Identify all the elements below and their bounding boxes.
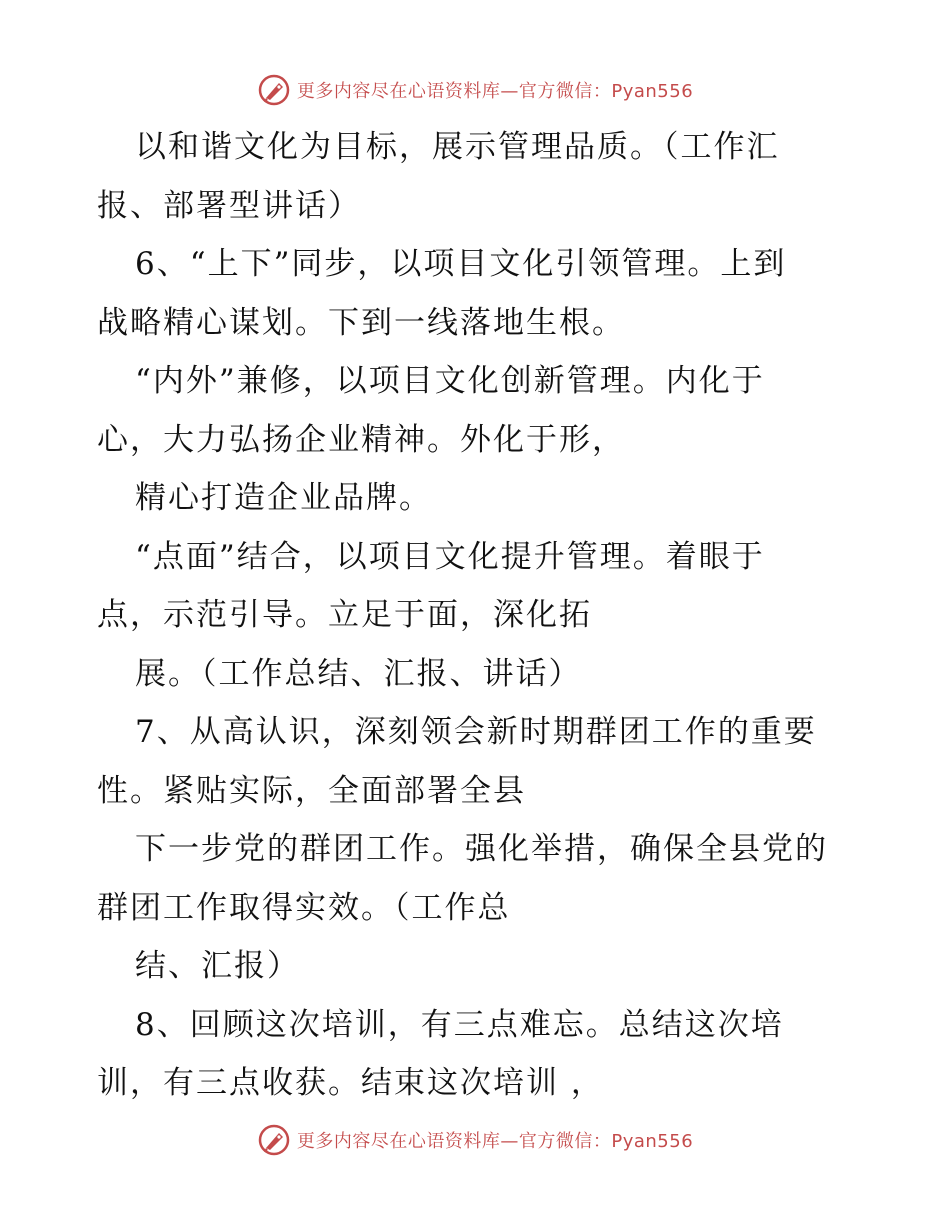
body-line: 下一步党的群团工作。强化举措，确保全县党的 xyxy=(135,831,828,867)
body-line: 性。紧贴实际，全面部署全县 xyxy=(97,772,526,809)
body-line: 报、部署型讲话） xyxy=(97,187,361,224)
footer-watermark-text: 更多内容尽在心语资料库—官方微信：Pyan556 xyxy=(296,1131,694,1152)
body-line: 群团工作取得实效。（工作总 xyxy=(97,889,511,926)
body-line: 展。（工作总结、汇报、讲话） xyxy=(135,655,582,692)
body-line: 训，有三点收获。结束这次培训 ， xyxy=(97,1065,604,1101)
body-line: “点面”结合，以项目文化提升管理。着眼于 xyxy=(135,538,765,575)
body-line: 6、“上下”同步，以项目文化引领管理。上到 xyxy=(135,246,787,282)
footer-watermark-inner xyxy=(257,1123,693,1157)
document-body xyxy=(97,118,857,1113)
footer-watermark xyxy=(0,1120,950,1160)
body-line: 战略精心谋划。下到一线落地生根。 xyxy=(97,304,625,341)
pen-nib-logo-icon xyxy=(257,1123,291,1157)
body-line: 7、从高认识，深刻领会新时期群团工作的重要 xyxy=(135,714,817,750)
header-watermark-text: 更多内容尽在心语资料库—官方微信：Pyan556 xyxy=(296,81,694,102)
body-line: 8、回顾这次培训，有三点难忘。总结这次培 xyxy=(135,1006,784,1043)
body-line: 以和谐文化为目标，展示管理品质。（工作汇 xyxy=(135,129,780,165)
body-line: 心，大力弘扬企业精神。外化于形， xyxy=(97,421,625,458)
header-watermark xyxy=(0,70,950,110)
body-line: “内外”兼修，以项目文化创新管理。内化于 xyxy=(135,363,765,399)
header-watermark-inner xyxy=(257,73,693,107)
body-line: 点，示范引导。立足于面，深化拓 xyxy=(97,597,592,633)
body-line: 精心打造企业品牌。 xyxy=(135,480,432,516)
pen-nib-logo-icon xyxy=(257,73,291,107)
body-line: 结、汇报） xyxy=(135,948,300,984)
